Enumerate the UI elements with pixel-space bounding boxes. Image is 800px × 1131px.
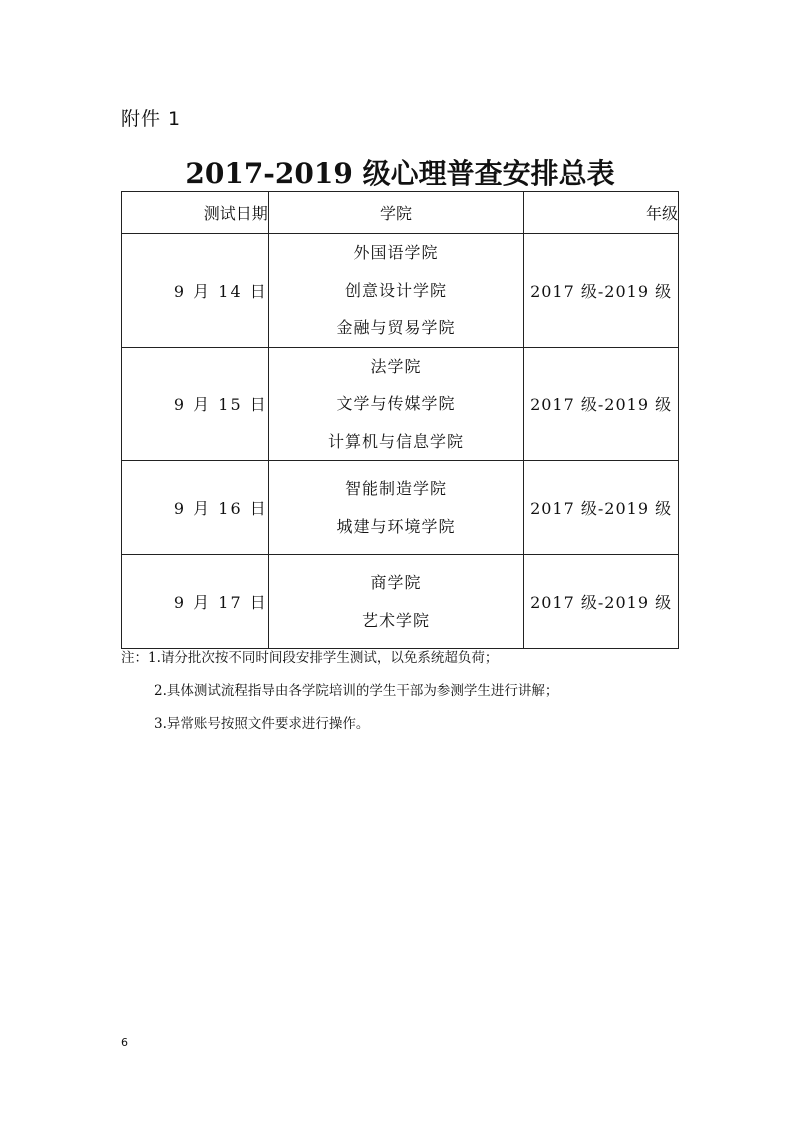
header-college: 学院 [268, 192, 523, 234]
document-title: 2017-2019 级心理普查安排总表 [185, 157, 615, 190]
row-colleges [268, 234, 523, 348]
header-grade: 年级 [524, 192, 679, 234]
college-name: 艺术学院 [361, 610, 430, 630]
college-name: 外国语学院 [353, 243, 439, 262]
page-number: 6 [121, 1036, 128, 1049]
row-grade: 2017 级-2019 级 [524, 347, 679, 461]
college-name: 文学与传媒学院 [336, 394, 456, 413]
row-grade: 2017 级-2019 级 [524, 461, 679, 555]
row-grade: 2017 级-2019 级 [524, 555, 679, 649]
college-name: 法学院 [370, 356, 422, 376]
note-line: 2.具体测试流程指导由各学院培训的学生干部为参测学生进行讲解； [154, 683, 559, 699]
table-row [122, 555, 679, 649]
college-name: 创意设计学院 [344, 280, 447, 300]
row-colleges [268, 347, 523, 461]
college-name: 城建与环境学院 [336, 516, 456, 536]
row-colleges [268, 555, 523, 649]
college-name: 商学院 [370, 573, 422, 592]
row-date: 9 月 17 日 [122, 555, 269, 649]
header-date: 测试日期 [122, 192, 269, 234]
college-name: 智能制造学院 [344, 479, 447, 498]
row-date: 9 月 14 日 [122, 234, 269, 348]
note-line: 3.异常账号按照文件要求进行操作。 [154, 716, 370, 732]
attachment-label: 附件 1 [121, 108, 182, 130]
row-colleges [268, 461, 523, 555]
row-grade: 2017 级-2019 级 [524, 234, 679, 348]
table-header-row [122, 192, 679, 234]
row-date: 9 月 15 日 [122, 347, 269, 461]
table-row [122, 461, 679, 555]
table-row [122, 347, 679, 461]
table-row [122, 234, 679, 348]
notes-section [121, 648, 558, 747]
note-line: 注：1.请分批次按不同时间段安排学生测试，以免系统超负荷； [121, 650, 499, 666]
college-name: 金融与贸易学院 [336, 318, 456, 337]
row-date: 9 月 16 日 [122, 461, 269, 555]
college-name: 计算机与信息学院 [327, 431, 464, 451]
schedule-table [121, 191, 679, 649]
